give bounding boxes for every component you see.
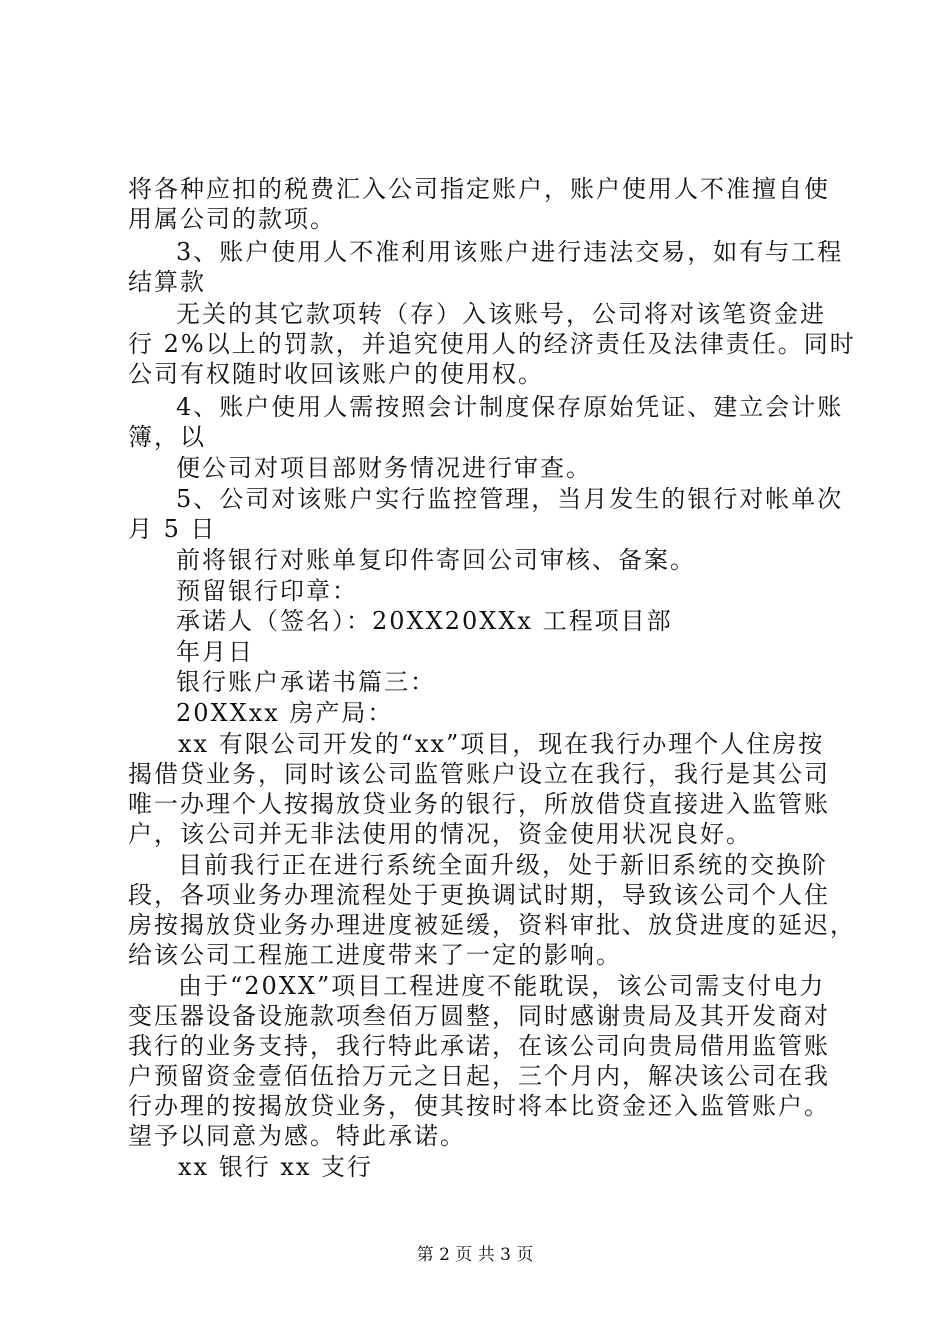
text-line-24: 段，各项业务办理流程处于更换调试时期，导致该公司个人住 xyxy=(128,881,830,909)
text-line-12: 月 5 日 xyxy=(128,515,217,543)
text-line-33: xx 银行 xx 支行 xyxy=(178,1153,374,1181)
text-line-31: 行办理的按揭放贷业务，使其按时将本比资金还入监管账户。 xyxy=(128,1092,830,1120)
text-line-27: 由于“20XX”项目工程进度不能耽误，该公司需支付电力 xyxy=(178,972,826,1000)
text-line-28: 变压器设备设施款项叁佰万圆整，同时感谢贵局及其开发商对 xyxy=(128,1002,830,1030)
text-line-14: 预留银行印章： xyxy=(176,577,358,605)
text-line-2: 用属公司的款项。 xyxy=(128,205,336,233)
text-line-9: 簿，以 xyxy=(128,423,206,451)
text-line-4: 结算款 xyxy=(128,268,206,296)
text-line-19: xx 有限公司开发的“xx”项目，现在我行办理个人住房按 xyxy=(178,730,825,758)
text-line-6: 行 2%以上的罚款，并追究使用人的经济责任及法律责任。同时 xyxy=(128,330,856,358)
text-line-3: 3、账户使用人不准利用该账户进行违法交易，如有与工程 xyxy=(176,238,844,266)
text-line-17: 银行账户承诺书篇三： xyxy=(176,668,436,696)
text-line-16: 年月日 xyxy=(176,638,254,666)
page-number-footer: 第 2 页 共 3 页 xyxy=(416,1245,534,1265)
text-line-8: 4、账户使用人需按照会计制度保存原始凭证、建立会计账 xyxy=(176,393,844,421)
text-line-1: 将各种应扣的税费汇入公司指定账户，账户使用人不准擅自使 xyxy=(128,175,830,203)
text-line-18: 20XXxx 房产局： xyxy=(176,699,394,727)
text-line-13: 前将银行对账单复印件寄回公司审核、备案。 xyxy=(176,546,696,574)
text-line-26: 给该公司工程施工进度带来了一定的影响。 xyxy=(128,941,622,969)
text-line-29: 我行的业务支持，我行特此承诺，在该公司向贵局借用监管账 xyxy=(128,1032,830,1060)
text-line-23: 目前我行正在进行系统全面升级，处于新旧系统的交换阶 xyxy=(178,851,828,879)
text-line-10: 便公司对项目部财务情况进行审查。 xyxy=(176,454,592,482)
text-line-25: 房按揭放贷业务办理进度被延缓，资料审批、放贷进度的延迟， xyxy=(128,911,856,939)
text-line-20: 揭借贷业务，同时该公司监管账户设立在我行，我行是其公司 xyxy=(128,760,830,788)
text-line-11: 5、公司对该账户实行监控管理，当月发生的银行对帐单次 xyxy=(176,485,844,513)
text-line-21: 唯一办理个人按揭放贷业务的银行，所放借贷直接进入监管账 xyxy=(128,790,830,818)
text-line-7: 公司有权随时收回该账户的使用权。 xyxy=(128,360,544,388)
text-line-30: 户预留资金壹佰伍拾万元之日起，三个月内，解决该公司在我 xyxy=(128,1062,830,1090)
text-line-32: 望予以同意为感。特此承诺。 xyxy=(128,1122,466,1150)
text-line-5: 无关的其它款项转（存）入该账号，公司将对该笔资金进 xyxy=(176,300,826,328)
text-line-22: 户，该公司并无非法使用的情况，资金使用状况良好。 xyxy=(128,820,752,848)
text-line-15: 承诺人（签名）：20XX20XXx 工程项目部 xyxy=(176,607,673,635)
